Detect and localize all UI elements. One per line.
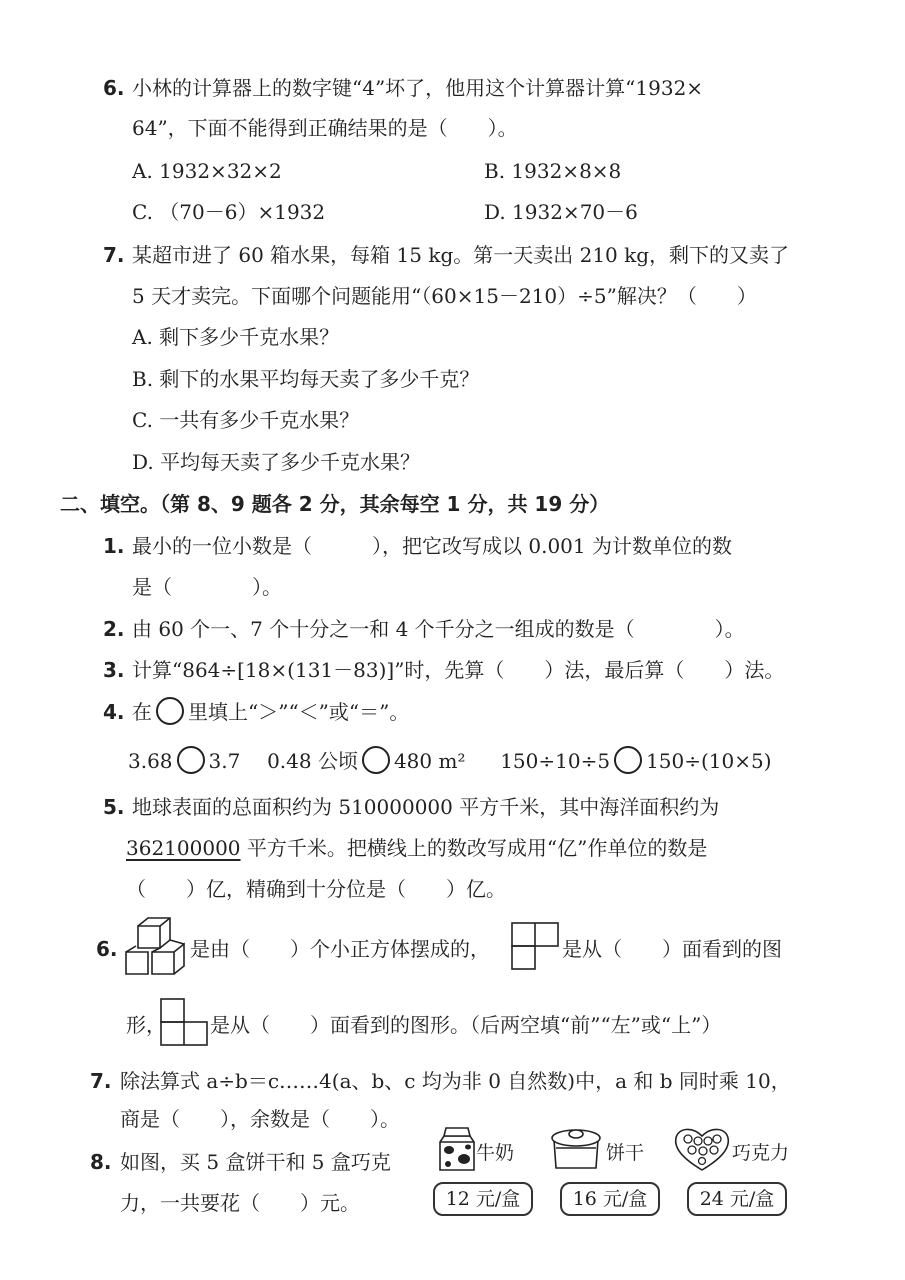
price-tag-chocolate: 24 元/盒 <box>687 1182 787 1216</box>
s2-q7-line2: 商是（ ），余数是（ ）。 <box>120 1107 400 1131</box>
mc-q7-line1: 某超市进了 60 箱水果，每箱 15 kg。第一天卖出 210 kg，剩下的又卖了 <box>132 243 790 267</box>
compare-3-right: 150÷(10×5) <box>646 749 772 773</box>
item-name-milk: 牛奶 <box>476 1142 515 1164</box>
s2-q1-number: 1. <box>103 534 125 558</box>
s2-q7-number: 7. <box>90 1069 112 1093</box>
mc-q7-line2: 5 天才卖完。下面哪个问题能用“（60×15－210）÷5”解决？（ ） <box>132 284 757 308</box>
s2-q5-line3: （ ）亿，精确到十分位是（ ）亿。 <box>126 877 506 901</box>
item-name-chocolate: 巧克力 <box>732 1142 790 1164</box>
compare-2-left: 0.48 公顷 <box>267 749 358 773</box>
s2-q6-part2: 是从（ ）面看到的图 <box>562 937 782 961</box>
mc-q7-option-a: A. 剩下多少千克水果？ <box>132 325 340 349</box>
chocolate-box-icon <box>672 1124 732 1174</box>
s2-q5-line1: 地球表面的总面积约为 510000000 平方千米，其中海洋面积约为 <box>132 795 720 819</box>
s2-q1-line2: 是（ ）。 <box>132 575 282 599</box>
s2-q4-prefix: 在 <box>132 700 152 724</box>
compare-2-circle[interactable] <box>362 746 390 774</box>
section-2-title: 二、填空。（第 8、9 题各 2 分，其余每空 1 分，共 19 分） <box>60 492 610 516</box>
s2-q6-part3: 形， <box>126 1013 166 1037</box>
price-tag-biscuit: 16 元/盒 <box>560 1182 660 1216</box>
s2-q6-number: 6. <box>96 937 118 961</box>
s2-q5-line2 <box>126 833 707 863</box>
s2-q8-line2: 力，一共要花（ ）元。 <box>120 1191 360 1215</box>
s2-q1-line1: 最小的一位小数是（ ），把它改写成以 0.001 为计数单位的数 <box>132 534 732 558</box>
view-shape-2-icon <box>160 998 210 1046</box>
mc-q7-option-c: C. 一共有多少千克水果？ <box>132 408 360 432</box>
s2-q5-underlined-number: 362100000 <box>126 836 241 860</box>
mc-q6-line2: 64”，下面不能得到正确结果的是（ ）。 <box>132 116 518 140</box>
s2-q2-line1: 由 60 个一、7 个十分之一和 4 个千分之一组成的数是（ ）。 <box>132 617 745 641</box>
s2-q7-line1: 除法算式 a÷b＝c……4(a、b、c 均为非 0 自然数)中，a 和 b 同时乘 10， <box>120 1069 791 1093</box>
s2-q4-compare-row <box>128 746 772 776</box>
mc-q6-line1: 小林的计算器上的数字键“4”坏了，他用这个计算器计算“1932× <box>132 76 704 100</box>
item-name-biscuit: 饼干 <box>606 1142 645 1164</box>
s2-q6-part1: 是由（ ）个小正方体摆成的， <box>190 937 490 961</box>
s2-q2-number: 2. <box>103 617 125 641</box>
mc-q6-number: 6. <box>103 76 125 100</box>
s2-q3-number: 3. <box>103 658 125 682</box>
compare-circle-icon <box>156 697 184 725</box>
s2-q6-part4: 是从（ ）面看到的图形。（后两空填“前”“左”或“上”） <box>210 1013 722 1037</box>
compare-3-circle[interactable] <box>614 746 642 774</box>
price-tag-milk: 12 元/盒 <box>433 1182 533 1216</box>
mc-q6-option-a: A. 1932×32×2 <box>132 159 282 183</box>
s2-q4-line1 <box>132 697 409 727</box>
mc-q7-option-d: D. 平均每天卖了多少千克水果？ <box>132 450 421 474</box>
s2-q8-number: 8. <box>90 1150 112 1174</box>
cube-stack-icon <box>122 916 190 982</box>
s2-q4-number: 4. <box>103 700 125 724</box>
compare-1-circle[interactable] <box>177 746 205 774</box>
view-shape-1-icon <box>511 922 561 970</box>
compare-2-right: 480 m² <box>393 749 466 773</box>
compare-3-left: 150÷10÷5 <box>500 749 611 773</box>
milk-carton-icon <box>438 1126 476 1172</box>
s2-q3-line1: 计算“864÷[18×(131－83)]”时，先算（ ）法，最后算（ ）法。 <box>132 658 785 682</box>
biscuit-tin-icon <box>548 1124 604 1172</box>
mc-q6-option-c: C. （70－6）×1932 <box>132 200 326 224</box>
mc-q6-option-d: D. 1932×70－6 <box>484 200 638 224</box>
s2-q5-line2-rest: 平方千米。把横线上的数改写成用“亿”作单位的数是 <box>240 836 708 860</box>
s2-q5-number: 5. <box>103 795 125 819</box>
mc-q7-number: 7. <box>103 243 125 267</box>
mc-q7-option-b: B. 剩下的水果平均每天卖了多少千克？ <box>132 367 480 391</box>
compare-1-right: 3.7 <box>208 749 241 773</box>
s2-q8-line1: 如图，买 5 盒饼干和 5 盒巧克 <box>120 1150 391 1174</box>
s2-q4-suffix: 里填上“＞”“＜”或“＝”。 <box>188 700 410 724</box>
compare-1-left: 3.68 <box>128 749 173 773</box>
mc-q6-option-b: B. 1932×8×8 <box>484 159 622 183</box>
